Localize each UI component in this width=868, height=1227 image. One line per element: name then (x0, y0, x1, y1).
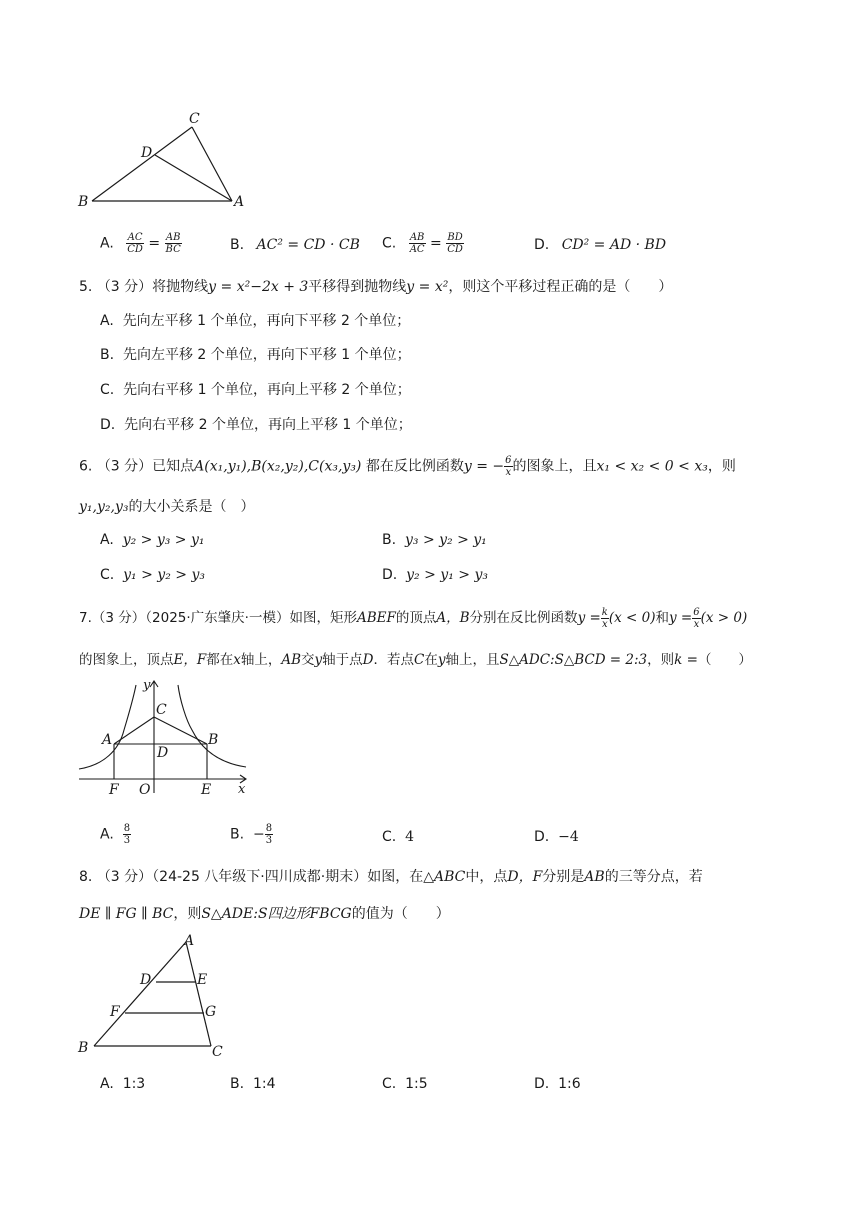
frac-num: 6 (505, 455, 512, 466)
option-text: 1:3 (122, 1076, 146, 1092)
stem-text: 平移得到抛物线 (308, 279, 407, 295)
stem-text: 轴于点 (322, 652, 363, 668)
option-label: C. (382, 235, 397, 252)
option-label: B. (230, 237, 245, 253)
stem-text: ，则 (173, 906, 202, 922)
q8-option-c[interactable] (382, 1076, 428, 1092)
fig-q7-label-f: F (109, 782, 119, 798)
question-number: 8. (79, 869, 93, 885)
fig-q4-label-b: B (78, 194, 89, 210)
fig-q7-label-e: E (201, 782, 212, 798)
stem-text: 在 (424, 652, 438, 668)
stem-text: 都在 (206, 652, 234, 668)
stem-text: 的图象上，且 (512, 458, 597, 475)
math-expr: ABEF (356, 610, 396, 626)
fig-q7-label-a: A (102, 732, 113, 748)
figure-q7-graph (74, 675, 254, 800)
stem-text: ，则这个平移过程正确的是（ ） (448, 279, 673, 295)
option-text: y₂ > y₃ > y₁ (122, 532, 205, 548)
option-label: C. (100, 382, 115, 398)
q5-option-b[interactable] (100, 344, 411, 364)
question-score: （3 分） (96, 458, 153, 475)
q6-stem-line1 (79, 455, 736, 478)
math-expr: y (437, 652, 446, 668)
fig-q8-label-f: F (110, 1004, 120, 1020)
math-expr: S△ADC:S△BCD = 2:3 (499, 652, 648, 668)
math-expr: (x > 0) (700, 610, 748, 626)
q6-option-a[interactable] (100, 532, 205, 548)
math-expr: k = (674, 652, 698, 668)
math-expr: AB (584, 869, 605, 885)
stem-text: 交 (301, 652, 315, 668)
fig-q4-label-a: A (234, 194, 245, 210)
option-label: A. (100, 826, 114, 843)
equals-sign: = (148, 235, 161, 252)
stem-text: 的值为（ ） (351, 906, 450, 922)
frac-den: x (505, 467, 512, 478)
math-expr: y = (577, 610, 601, 626)
option-text: 先向右平移 1 个单位，再向上平移 2 个单位； (123, 382, 411, 398)
stem-text: 都在反比例函数 (365, 458, 464, 475)
stem-text: 的图象上，顶点 (79, 652, 174, 668)
option-text: 1:5 (405, 1076, 428, 1092)
frac-den: 3 (123, 835, 131, 846)
option-text: y₁ > y₂ > y₃ (123, 567, 205, 583)
option-label: A. (100, 235, 114, 252)
math-expr: D，F (507, 869, 543, 885)
math-expr: y₁,y₂,y₃ (79, 499, 129, 515)
fig-q8-label-e: E (197, 972, 208, 988)
option-label: B. (230, 1076, 245, 1092)
q7-option-d[interactable] (534, 829, 579, 845)
fig-q8-label-b: B (78, 1040, 89, 1056)
math-expr: E，F (173, 652, 207, 668)
stem-text: 如图，在 (367, 869, 424, 885)
question-number: 7. (79, 610, 92, 626)
math-expr: x (233, 652, 241, 668)
math-expr: AB (281, 652, 302, 668)
q5-option-c[interactable] (100, 379, 411, 399)
fig-q8-label-c: C (212, 1044, 223, 1060)
frac-num: 8 (123, 823, 131, 834)
frac-num: AB (165, 232, 181, 243)
stem-text: 分别在反比例函数 (469, 610, 578, 626)
math-expr: A(x₁,y₁),B(x₂,y₂),C(x₃,y₃) (194, 458, 362, 475)
option-label: A. (100, 313, 114, 329)
option-text: 1:6 (558, 1076, 581, 1092)
q8-stem-line2 (79, 903, 450, 923)
option-text: 1:4 (252, 1076, 276, 1092)
option-label: A. (100, 1076, 114, 1092)
math-expr: y = − (463, 458, 505, 475)
option-text: −4 (558, 829, 579, 845)
question-source: （24-25 八年级下·四川成都·期末） (152, 869, 368, 885)
math-expr: A，B (436, 610, 470, 626)
math-expr: C (414, 652, 425, 668)
math-expr: y = (669, 610, 693, 626)
fig-q7-label-o: O (139, 782, 151, 798)
q5-stem (79, 276, 672, 296)
frac-num: AC (127, 232, 143, 243)
math-expr: (x < 0) (608, 610, 656, 626)
stem-text: 的大小关系是（ ） (128, 499, 255, 515)
stem-text: 将抛物线 (152, 279, 209, 295)
option-text: 先向左平移 1 个单位，再向下平移 2 个单位； (122, 313, 411, 329)
option-text: 先向左平移 2 个单位，再向下平移 1 个单位； (122, 347, 411, 363)
stem-text: 轴上， (240, 652, 282, 668)
q8-option-d[interactable] (534, 1076, 581, 1092)
option-label: B. (382, 532, 397, 548)
q4-option-c[interactable] (382, 232, 464, 255)
q7-stem-line2 (79, 648, 752, 668)
frac-num: k (601, 606, 608, 618)
question-score: （3 分） (96, 279, 153, 295)
fig-q4-label-d: D (141, 145, 153, 161)
option-text: y₂ > y₁ > y₃ (406, 567, 488, 583)
stem-text: ，则 (647, 652, 675, 668)
q8-option-b[interactable] (230, 1076, 276, 1092)
frac-num: AB (409, 232, 425, 243)
option-label: D. (534, 829, 550, 845)
question-number: 5. (79, 279, 93, 295)
fig-q7-label-b: B (208, 732, 219, 748)
q6-option-c[interactable] (100, 567, 205, 583)
math-expr: x₁ < x₂ < 0 < x₃ (596, 458, 708, 475)
option-label: C. (100, 567, 115, 583)
question-score: （3 分） (96, 869, 153, 885)
option-text: CD² = AD · BD (561, 237, 667, 253)
q4-option-a[interactable] (100, 232, 182, 255)
option-text: 先向右平移 2 个单位，再向上平移 1 个单位； (124, 417, 412, 433)
option-label: D. (534, 1076, 550, 1092)
frac-den: AC (409, 244, 425, 255)
q6-option-d[interactable] (382, 567, 488, 583)
frac-den: 3 (265, 835, 273, 846)
figure-q4-triangle (70, 105, 260, 220)
question-source: （2025·广东肇庆·一模） (145, 610, 290, 626)
fig-q8-label-a: A (184, 933, 195, 949)
stem-text: 和 (655, 610, 669, 626)
q4-option-d[interactable] (534, 237, 666, 253)
fig-q7-label-x: x (238, 782, 246, 797)
stem-text: 的三等分点，若 (604, 869, 703, 885)
stem-text: 分别是 (542, 869, 585, 885)
q7-stem-line1 (79, 606, 747, 630)
question-number: 6. (79, 458, 93, 475)
stem-text: 如图，矩形 (289, 610, 357, 626)
q8-stem-line1 (79, 866, 703, 886)
option-label: D. (534, 237, 550, 253)
equals-sign: = (430, 235, 442, 252)
stem-text: 已知点 (152, 458, 195, 475)
frac-den: BC (165, 244, 181, 255)
option-text: y₃ > y₂ > y₁ (404, 532, 487, 548)
math-expr: △ABC (423, 869, 466, 885)
q4-option-b[interactable] (230, 237, 360, 253)
option-label: C. (382, 1076, 397, 1092)
frac-den: x (693, 618, 700, 630)
q6-option-b[interactable] (382, 532, 487, 548)
option-label: B. (100, 347, 115, 363)
q8-option-a[interactable] (100, 1076, 145, 1092)
option-text: AC² = CD · CB (256, 237, 360, 253)
stem-text: 轴上，且 (445, 652, 500, 668)
fig-q4-label-c: C (189, 111, 200, 127)
figure-q8-triangle (74, 930, 234, 1060)
math-expr: S△ADE:S四边形FBCG (201, 906, 352, 922)
stem-text: 中，点 (465, 869, 508, 885)
fig-q7-label-d: D (157, 745, 169, 761)
option-text: 4 (405, 829, 415, 845)
option-label: D. (100, 417, 116, 433)
stem-text: ，则 (707, 458, 736, 475)
option-sign: − (252, 826, 265, 843)
frac-num: 6 (693, 606, 700, 618)
stem-text: （ ） (697, 652, 752, 668)
frac-den: x (602, 618, 608, 630)
q5-option-a[interactable] (100, 310, 410, 330)
frac-den: CD (127, 244, 143, 255)
stem-text: ．若点 (373, 652, 414, 668)
q5-option-d[interactable] (100, 414, 412, 434)
option-label: C. (382, 829, 397, 845)
q7-option-a[interactable] (100, 823, 131, 846)
q7-option-b[interactable] (230, 823, 273, 846)
math-expr: D (362, 652, 374, 668)
frac-num: BD (447, 232, 463, 243)
fig-q8-label-d: D (140, 972, 152, 988)
frac-num: 8 (265, 823, 273, 834)
math-expr: y = x²−2x + 3 (208, 279, 309, 295)
math-expr: y (314, 652, 323, 668)
frac-den: CD (447, 244, 463, 255)
q6-stem-line2 (79, 496, 254, 516)
fig-q7-label-c: C (156, 702, 167, 718)
question-score: （3 分） (91, 610, 146, 626)
fig-q8-label-g: G (205, 1004, 217, 1020)
option-label: D. (382, 567, 398, 583)
stem-text: 的顶点 (395, 610, 437, 626)
math-expr: y = x² (406, 279, 449, 295)
q7-option-c[interactable] (382, 829, 414, 845)
option-label: B. (230, 826, 245, 843)
option-label: A. (100, 532, 114, 548)
math-expr: DE ∥ FG ∥ BC (79, 906, 174, 922)
fig-q7-label-y: y (143, 678, 151, 693)
